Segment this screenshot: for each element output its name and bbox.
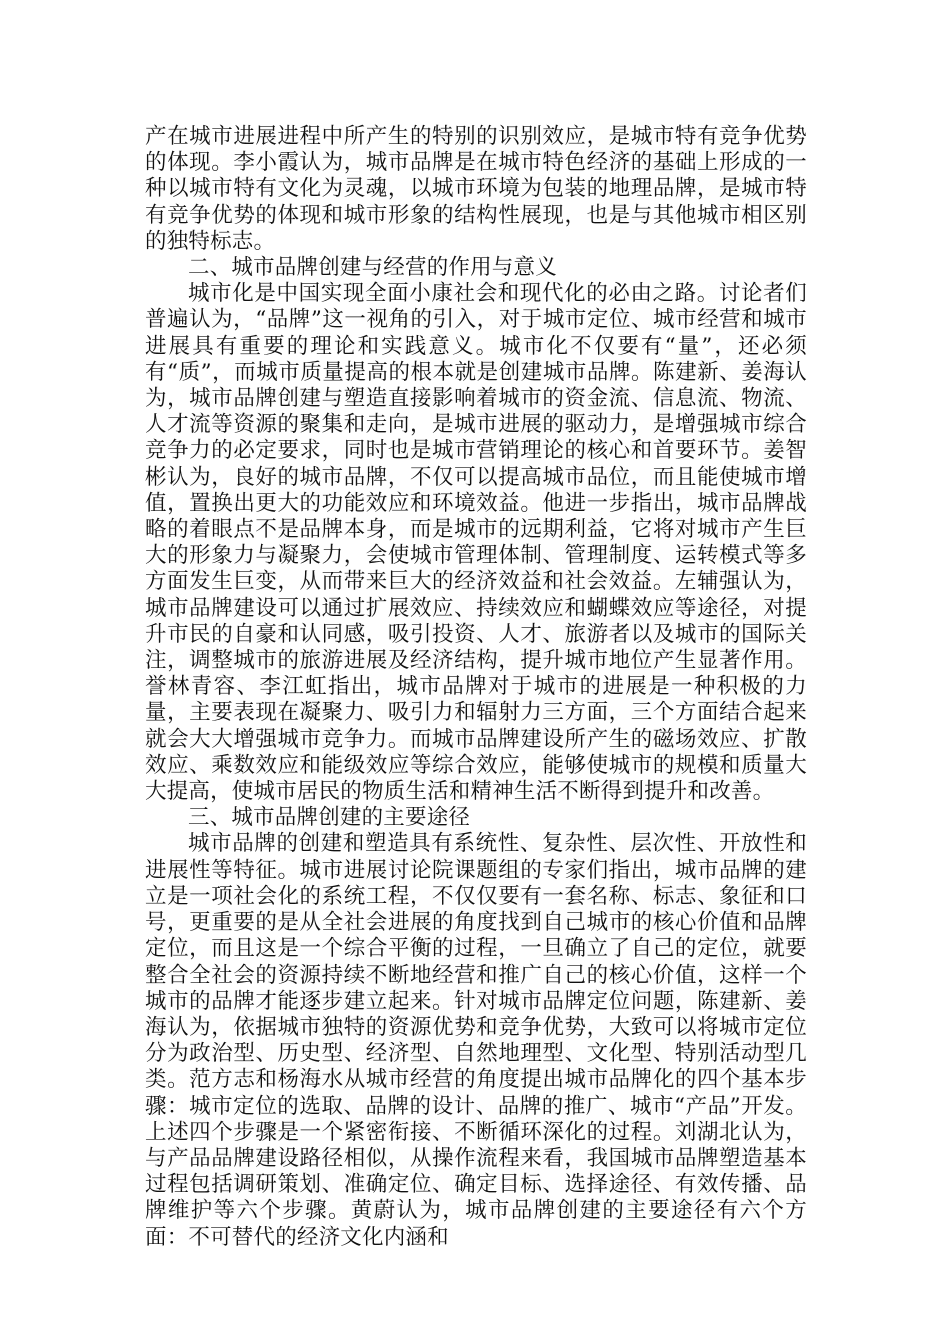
paragraph-continuation: 产在城市进展进程中所产生的特别的识别效应，是城市特有竞争优势的体现。李小霞认为，城市品牌是在城市特色经济的基础上形成的一种以城市特有文化为灵魂，以城市环境为包装的地理品牌，是城市特有竞争优势的体现和城市形象的结构性展现，也是与其他城市相区别的独特标志。 [145, 124, 807, 254]
document-page [145, 124, 807, 1251]
section-heading-3: 三、城市品牌创建的主要途径 [188, 805, 471, 831]
section-heading-2: 二、城市品牌创建与经营的作用与意义 [188, 255, 557, 281]
paragraph-approaches: 城市品牌的创建和塑造具有系统性、复杂性、层次性、开放性和进展性等特征。城市进展讨论院课题组的专家们指出，城市品牌的建立是一项社会化的系统工程，不仅仅要有一套名称、标志、象征和口号，更重要的是从全社会进展的角度找到自己城市的核心价值和品牌定位，而且这是一个综合平衡的过程，一旦确立了自己的定位，就要整合全社会的资源持续不断地经营和推广自己的核心价值，这样一个城市的品牌才能逐步建立起来。针对城市品牌定位问题，陈建新、姜海认为，依据城市独特的资源优势和竞争优势，大致可以将城市定位分为政治型、历史型、经济型、自然地理型、文化型、特别活动型几类。范方志和杨海水从城市经营的角度提出城市品牌化的四个基本步骤：城市定位的选取、品牌的设计、品牌的推广、城市“产品”开发。上述四个步骤是一个紧密衔接、不断循环深化的过程。刘湖北认为，与产品品牌建设路径相似，从操作流程来看，我国城市品牌塑造基本过程包括调研策划、准确定位、确定目标、选择途径、有效传播、品牌维护等六个步骤。黄蔚认为，城市品牌创建的主要途径有六个方面：不可替代的经济文化内涵和 [145, 831, 807, 1250]
paragraph-significance: 城市化是中国实现全面小康社会和现代化的必由之路。讨论者们普遍认为，“品牌”这一视角的引入，对于城市定位、城市经营和城市进展具有重要的理论和实践意义。城市化不仅要有“量”，还必须有“质”，而城市质量提高的根本就是创建城市品牌。陈建新、姜海认为，城市品牌创建与塑造直接影响着城市的资金流、信息流、物流、人才流等资源的聚集和走向，是城市进展的驱动力，是增强城市综合竞争力的必定要求，同时也是城市营销理论的核心和首要环节。姜智彬认为，良好的城市品牌，不仅可以提高城市品位，而且能使城市增值，置换出更大的功能效应和环境效益。他进一步指出，城市品牌战略的着眼点不是品牌本身，而是城市的远期利益，它将对城市产生巨大的形象力与凝聚力，会使城市管理体制、管理制度、运转模式等多方面发生巨变，从而带来巨大的经济效益和社会效益。左辅强认为，城市品牌建设可以通过扩展效应、持续效应和蝴蝶效应等途径，对提升市民的自豪和认同感，吸引投资、人才、旅游者以及城市的国际关注，调整城市的旅游进展及经济结构，提升城市地位产生显著作用。誉林青容、李江虹指出，城市品牌对于城市的进展是一种积极的力量，主要表现在凝聚力、吸引力和辐射力三方面，三个方面结合起来就会大大增强城市竞争力。而城市品牌建设所产生的磁场效应、扩散效应、乘数效应和能级效应等综合效应，能够使城市的规模和质量大大提高，使城市居民的物质生活和精神生活不断得到提升和改善。 [145, 281, 807, 805]
